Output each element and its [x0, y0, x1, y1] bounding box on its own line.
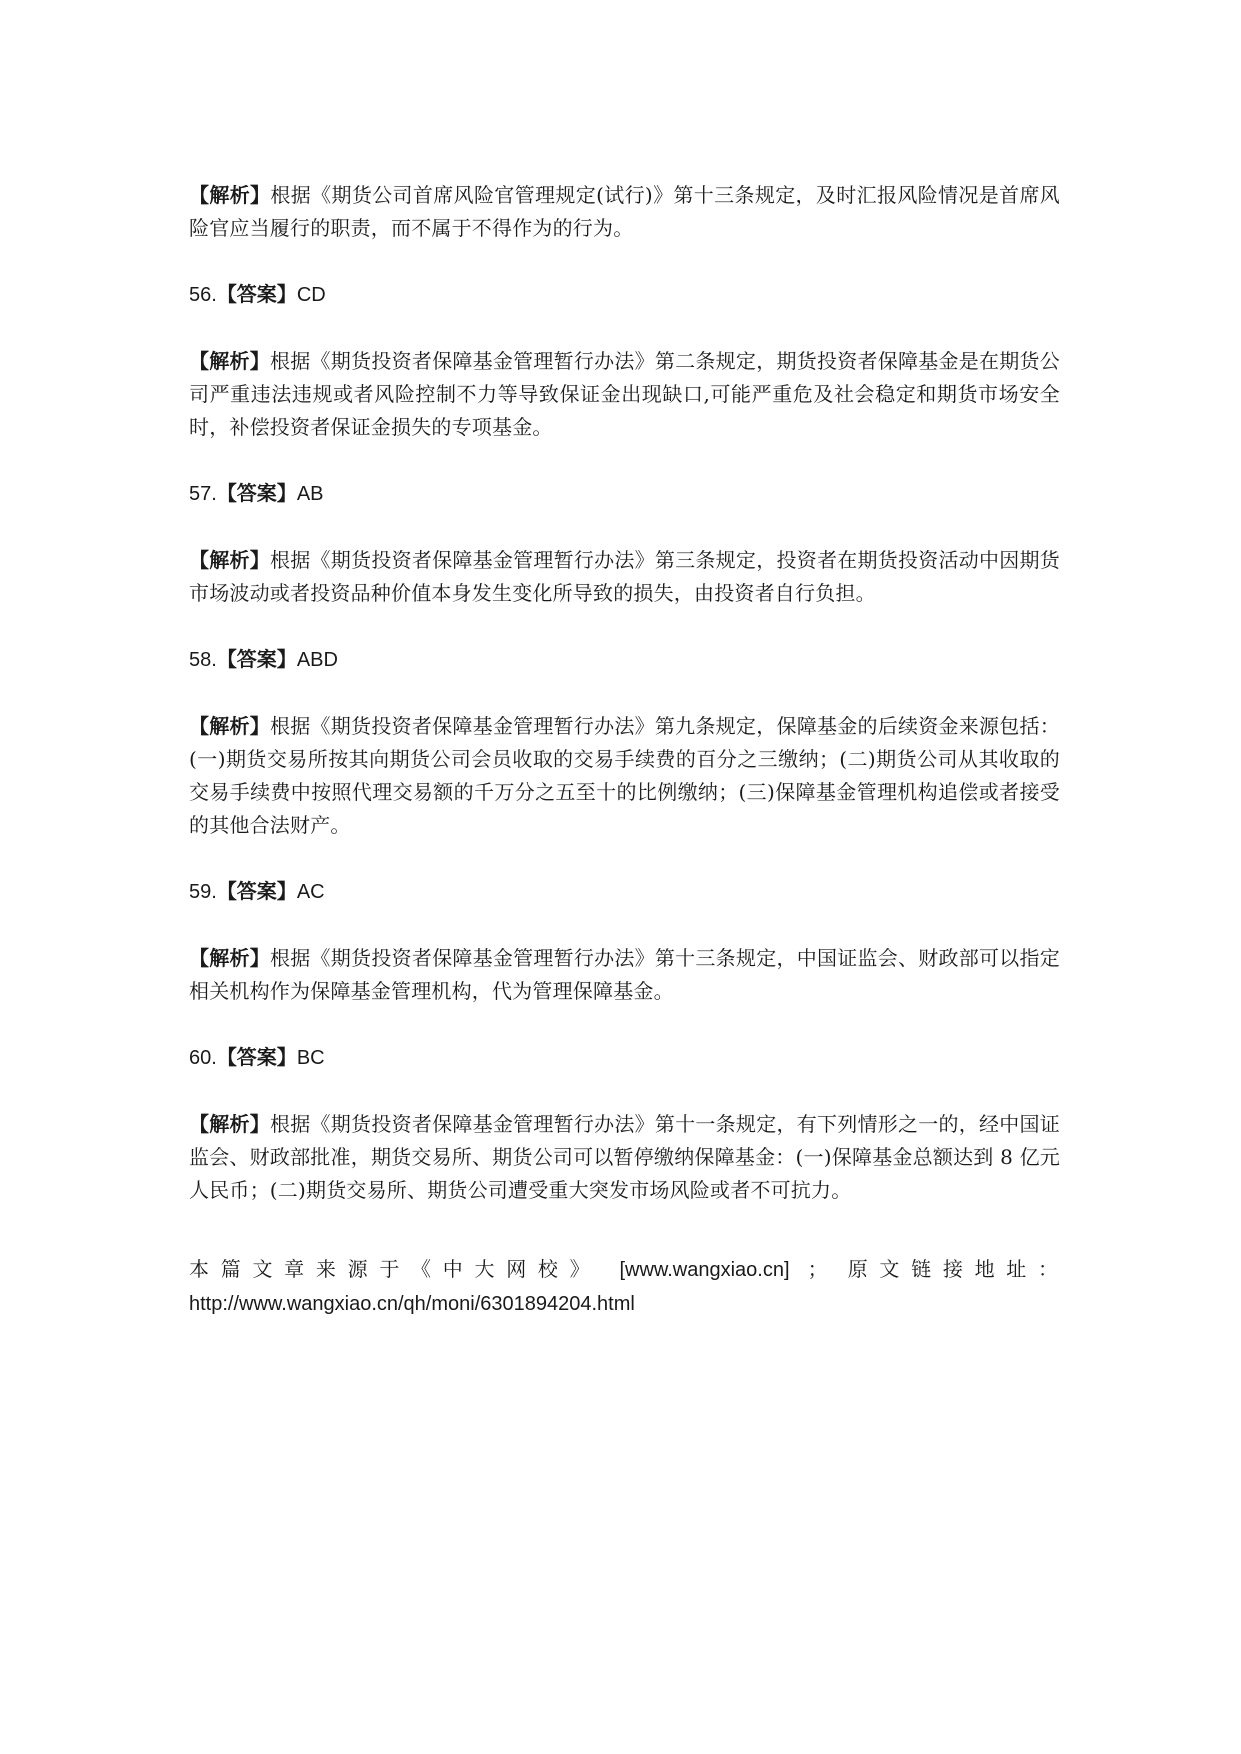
analysis-paragraph — [189, 179, 1060, 245]
answer-label: 【答案】 — [216, 647, 297, 671]
analysis-text: 根据《期货投资者保障基金管理暂行办法》第二条规定，期货投资者保障基金是在期货公司严重违法违规或者风险控制不力等导致保证金出现缺口,可能严重危及社会稳定和期货市场安全时，补偿投资者保证金损失的专项基金。 — [189, 349, 1060, 439]
answer-line — [189, 477, 1060, 511]
source-attribution — [189, 1252, 1060, 1288]
answer-value: AB — [296, 483, 324, 505]
answer-line — [189, 1041, 1060, 1075]
source-link-label: 原文链接地址： — [847, 1257, 1061, 1281]
analysis-paragraph — [189, 1108, 1060, 1207]
question-number: 56. — [189, 284, 217, 306]
answer-label: 【答案】 — [216, 481, 297, 505]
document-page — [189, 179, 1060, 1321]
analysis-label: 【解析】 — [189, 714, 271, 738]
analysis-text: 根据《期货投资者保障基金管理暂行办法》第三条规定，投资者在期货投资活动中因期货市场波动或者投资品种价值本身发生变化所导致的损失，由投资者自行负担。 — [189, 548, 1060, 605]
answer-label: 【答案】 — [216, 1045, 297, 1069]
analysis-label: 【解析】 — [189, 183, 271, 207]
analysis-paragraph — [189, 345, 1060, 444]
source-prefix: 本篇文章来源于《中大网校》 — [189, 1257, 602, 1281]
analysis-label: 【解析】 — [189, 946, 271, 970]
analysis-text: 根据《期货投资者保障基金管理暂行办法》第十三条规定，中国证监会、财政部可以指定相关机构作为保障基金管理机构，代为管理保障基金。 — [189, 946, 1060, 1003]
answer-line — [189, 875, 1060, 909]
analysis-paragraph — [189, 544, 1060, 610]
answer-line — [189, 643, 1060, 677]
source-separator: ； — [807, 1257, 830, 1281]
question-number: 59. — [189, 881, 217, 903]
source-url-link[interactable]: http://www.wangxiao.cn/qh/moni/6301894204.html — [189, 1293, 635, 1315]
answer-label: 【答案】 — [216, 282, 297, 306]
answer-line — [189, 278, 1060, 312]
question-number: 60. — [189, 1047, 217, 1069]
analysis-text: 根据《期货投资者保障基金管理暂行办法》第九条规定，保障基金的后续资金来源包括：(一)期货交易所按其向期货公司会员收取的交易手续费的百分之三缴纳；(二)期货公司从其收取的交易手续费中按照代理交易额的千万分之五至十的比例缴纳；(三)保障基金管理机构追偿或者接受的其他合法财产。 — [189, 714, 1060, 837]
analysis-text: 根据《期货投资者保障基金管理暂行办法》第十一条规定，有下列情形之一的，经中国证监会、财政部批准，期货交易所、期货公司可以暂停缴纳保障基金：(一)保障基金总额达到 8 亿元人民币；(二)期货交易所、期货公司遭受重大突发市场风险或者不可抗力。 — [189, 1112, 1060, 1202]
answer-value: CD — [296, 284, 326, 306]
analysis-paragraph — [189, 710, 1060, 842]
question-number: 57. — [189, 483, 217, 505]
analysis-label: 【解析】 — [189, 1112, 271, 1136]
answer-label: 【答案】 — [216, 879, 297, 903]
analysis-label: 【解析】 — [189, 349, 271, 373]
analysis-text: 根据《期货公司首席风险官管理规定(试行)》第十三条规定，及时汇报风险情况是首席风险官应当履行的职责，而不属于不得作为的行为。 — [189, 183, 1060, 240]
answer-value: BC — [296, 1047, 325, 1069]
analysis-paragraph — [189, 942, 1060, 1008]
question-number: 58. — [189, 649, 217, 671]
analysis-label: 【解析】 — [189, 548, 271, 572]
answer-value: AC — [296, 881, 325, 903]
answer-value: ABD — [296, 649, 338, 671]
source-site-link[interactable]: [www.wangxiao.cn] — [619, 1259, 790, 1281]
